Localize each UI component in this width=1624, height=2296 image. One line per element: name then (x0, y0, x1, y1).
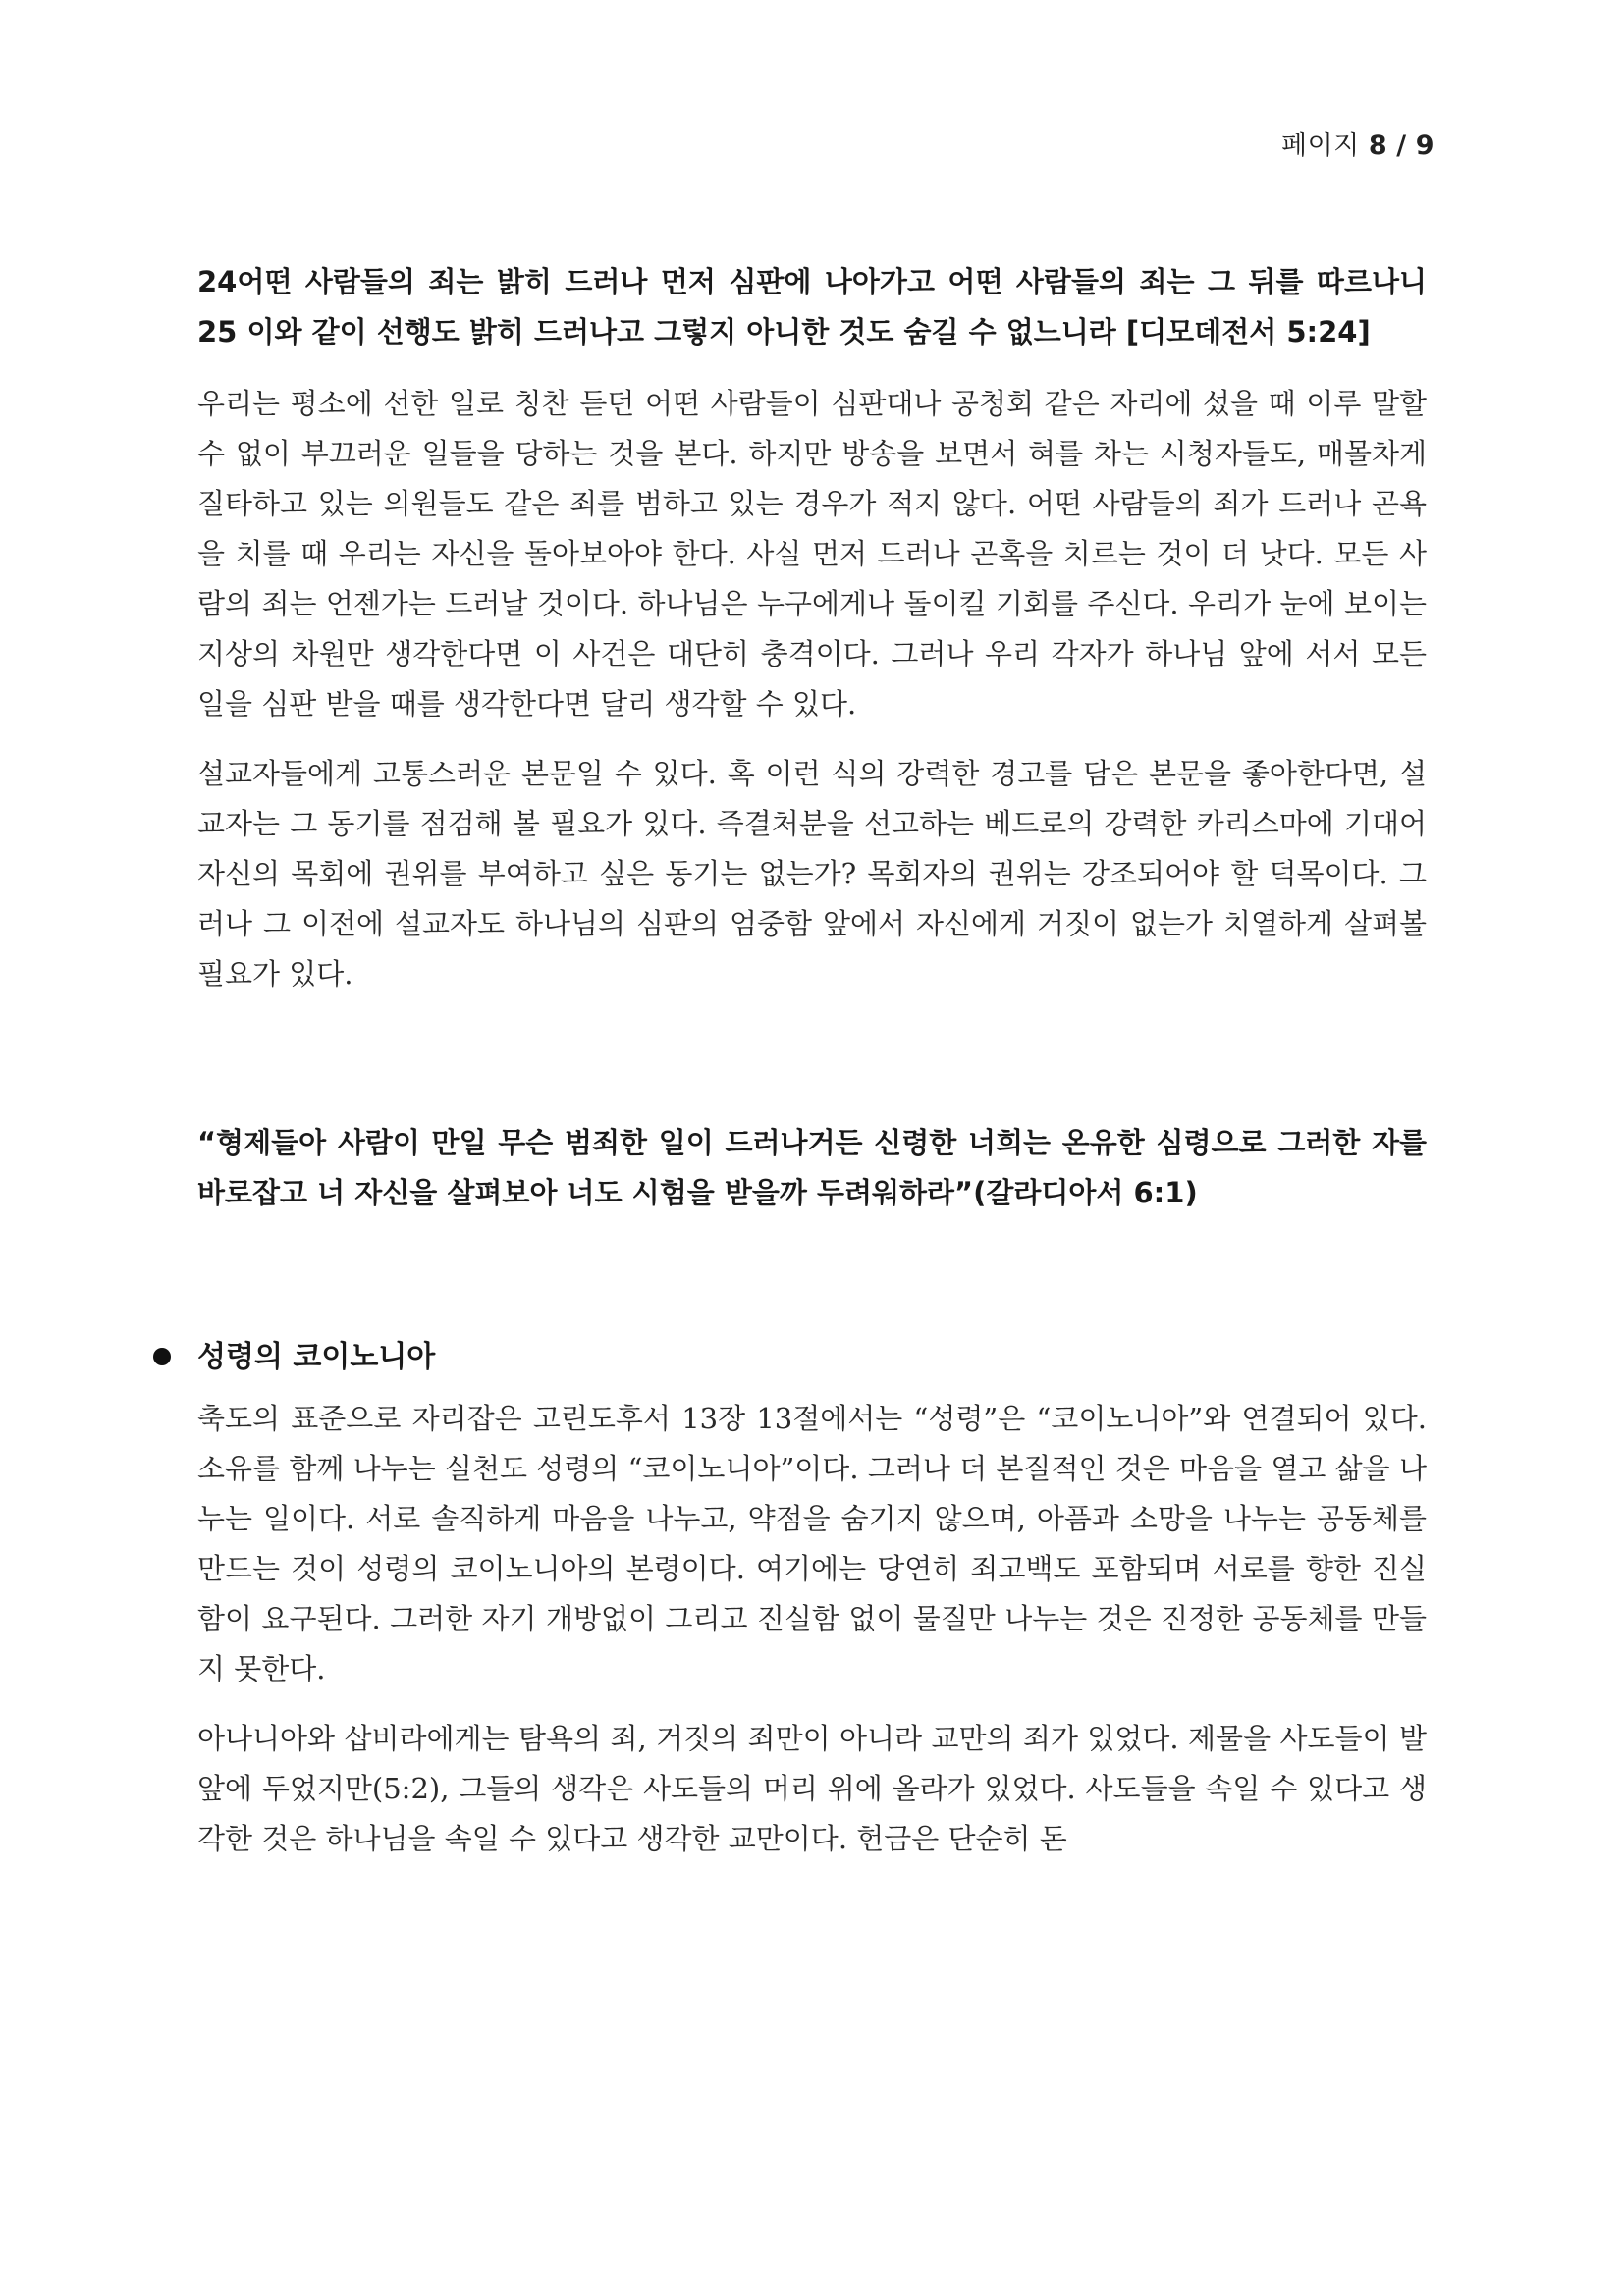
page-label: 페이지 (1281, 131, 1360, 161)
document-body (197, 257, 1427, 1864)
page-number (1281, 124, 1435, 162)
section-heading-text: 성령의 코이노니아 (197, 1340, 436, 1374)
total-pages: 9 (1415, 131, 1435, 161)
current-page: 8 (1368, 131, 1388, 161)
bullet-icon (153, 1348, 171, 1365)
scripture-quote-galatians: “형제들아 사람이 만일 무슨 범죄한 일이 드러나거든 신령한 너희는 온유한 심령으로 그러한 자를 바로잡고 너 자신을 살펴보아 너도 시험을 받을까 두려워하라”(갈라디아서 6:1) (197, 1126, 1427, 1209)
body-paragraph-1: 우리는 평소에 선한 일로 칭찬 듣던 어떤 사람들이 심판대나 공청회 같은 자리에 섰을 때 이루 말할 수 없이 부끄러운 일들을 당하는 것을 본다. 하지만 방송을 보면서 혀를 차는 시청자들도, 매몰차게 질타하고 있는 의원들도 같은 죄를 범하고 있는 경우가 적지 않다. 어떤 사람들의 죄가 드러나 곤욕을 치를 때 우리는 자신을 돌아보아야 한다. 사실 먼저 드러나 곤혹을 치르는 것이 더 낫다. 모든 사람의 죄는 언젠가는 드러날 것이다. 하나님은 누구에게나 돌이킬 기회를 주신다. 우리가 눈에 보이는 지상의 차원만 생각한다면 이 사건은 대단히 충격이다. 그러나 우리 각자가 하나님 앞에 서서 모든 일을 심판 받을 때를 생각한다면 달리 생각할 수 있다. (197, 387, 1427, 721)
body-paragraph-3: 축도의 표준으로 자리잡은 고린도후서 13장 13절에서는 “성령”은 “코이노니아”와 연결되어 있다. 소유를 함께 나누는 실천도 성령의 “코이노니아”이다. 그러나 더 본질적인 것은 마음을 열고 삶을 나누는 일이다. 서로 솔직하게 마음을 나누고, 약점을 숨기지 않으며, 아픔과 소망을 나누는 공동체를 만드는 것이 성령의 코이노니아의 본령이다. 여기에는 당연히 죄고백도 포함되며 서로를 향한 진실함이 요구된다. 그러한 자기 개방없이 그리고 진실함 없이 물질만 나누는 것은 진정한 공동체를 만들지 못한다. (197, 1402, 1427, 1685)
section-heading (197, 1332, 1427, 1382)
body-paragraph-2: 설교자들에게 고통스러운 본문일 수 있다. 혹 이런 식의 강력한 경고를 담은 본문을 좋아한다면, 설교자는 그 동기를 점검해 볼 필요가 있다. 즉결처분을 선고하는 베드로의 강력한 카리스마에 기대어 자신의 목회에 권위를 부여하고 싶은 동기는 없는가? 목회자의 권위는 강조되어야 할 덕목이다. 그러나 그 이전에 설교자도 하나님의 심판의 엄중함 앞에서 자신에게 거짓이 없는가 치열하게 살펴볼 필요가 있다. (197, 757, 1427, 990)
scripture-quote-timothy: 24어떤 사람들의 죄는 밝히 드러나 먼저 심판에 나아가고 어떤 사람들의 죄는 그 뒤를 따르나니 25 이와 같이 선행도 밝히 드러나고 그렇지 아니한 것도 숨길 수 없느니라 [디모데전서 5:24] (197, 265, 1427, 348)
body-paragraph-4: 아나니아와 삽비라에게는 탐욕의 죄, 거짓의 죄만이 아니라 교만의 죄가 있었다. 제물을 사도들이 발 앞에 두었지만(5:2), 그들의 생각은 사도들의 머리 위에 올라가 있었다. 사도들을 속일 수 있다고 생각한 것은 하나님을 속일 수 있다고 생각한 교만이다. 헌금은 단순히 돈 (197, 1722, 1427, 1855)
page-separator: / (1396, 131, 1407, 161)
